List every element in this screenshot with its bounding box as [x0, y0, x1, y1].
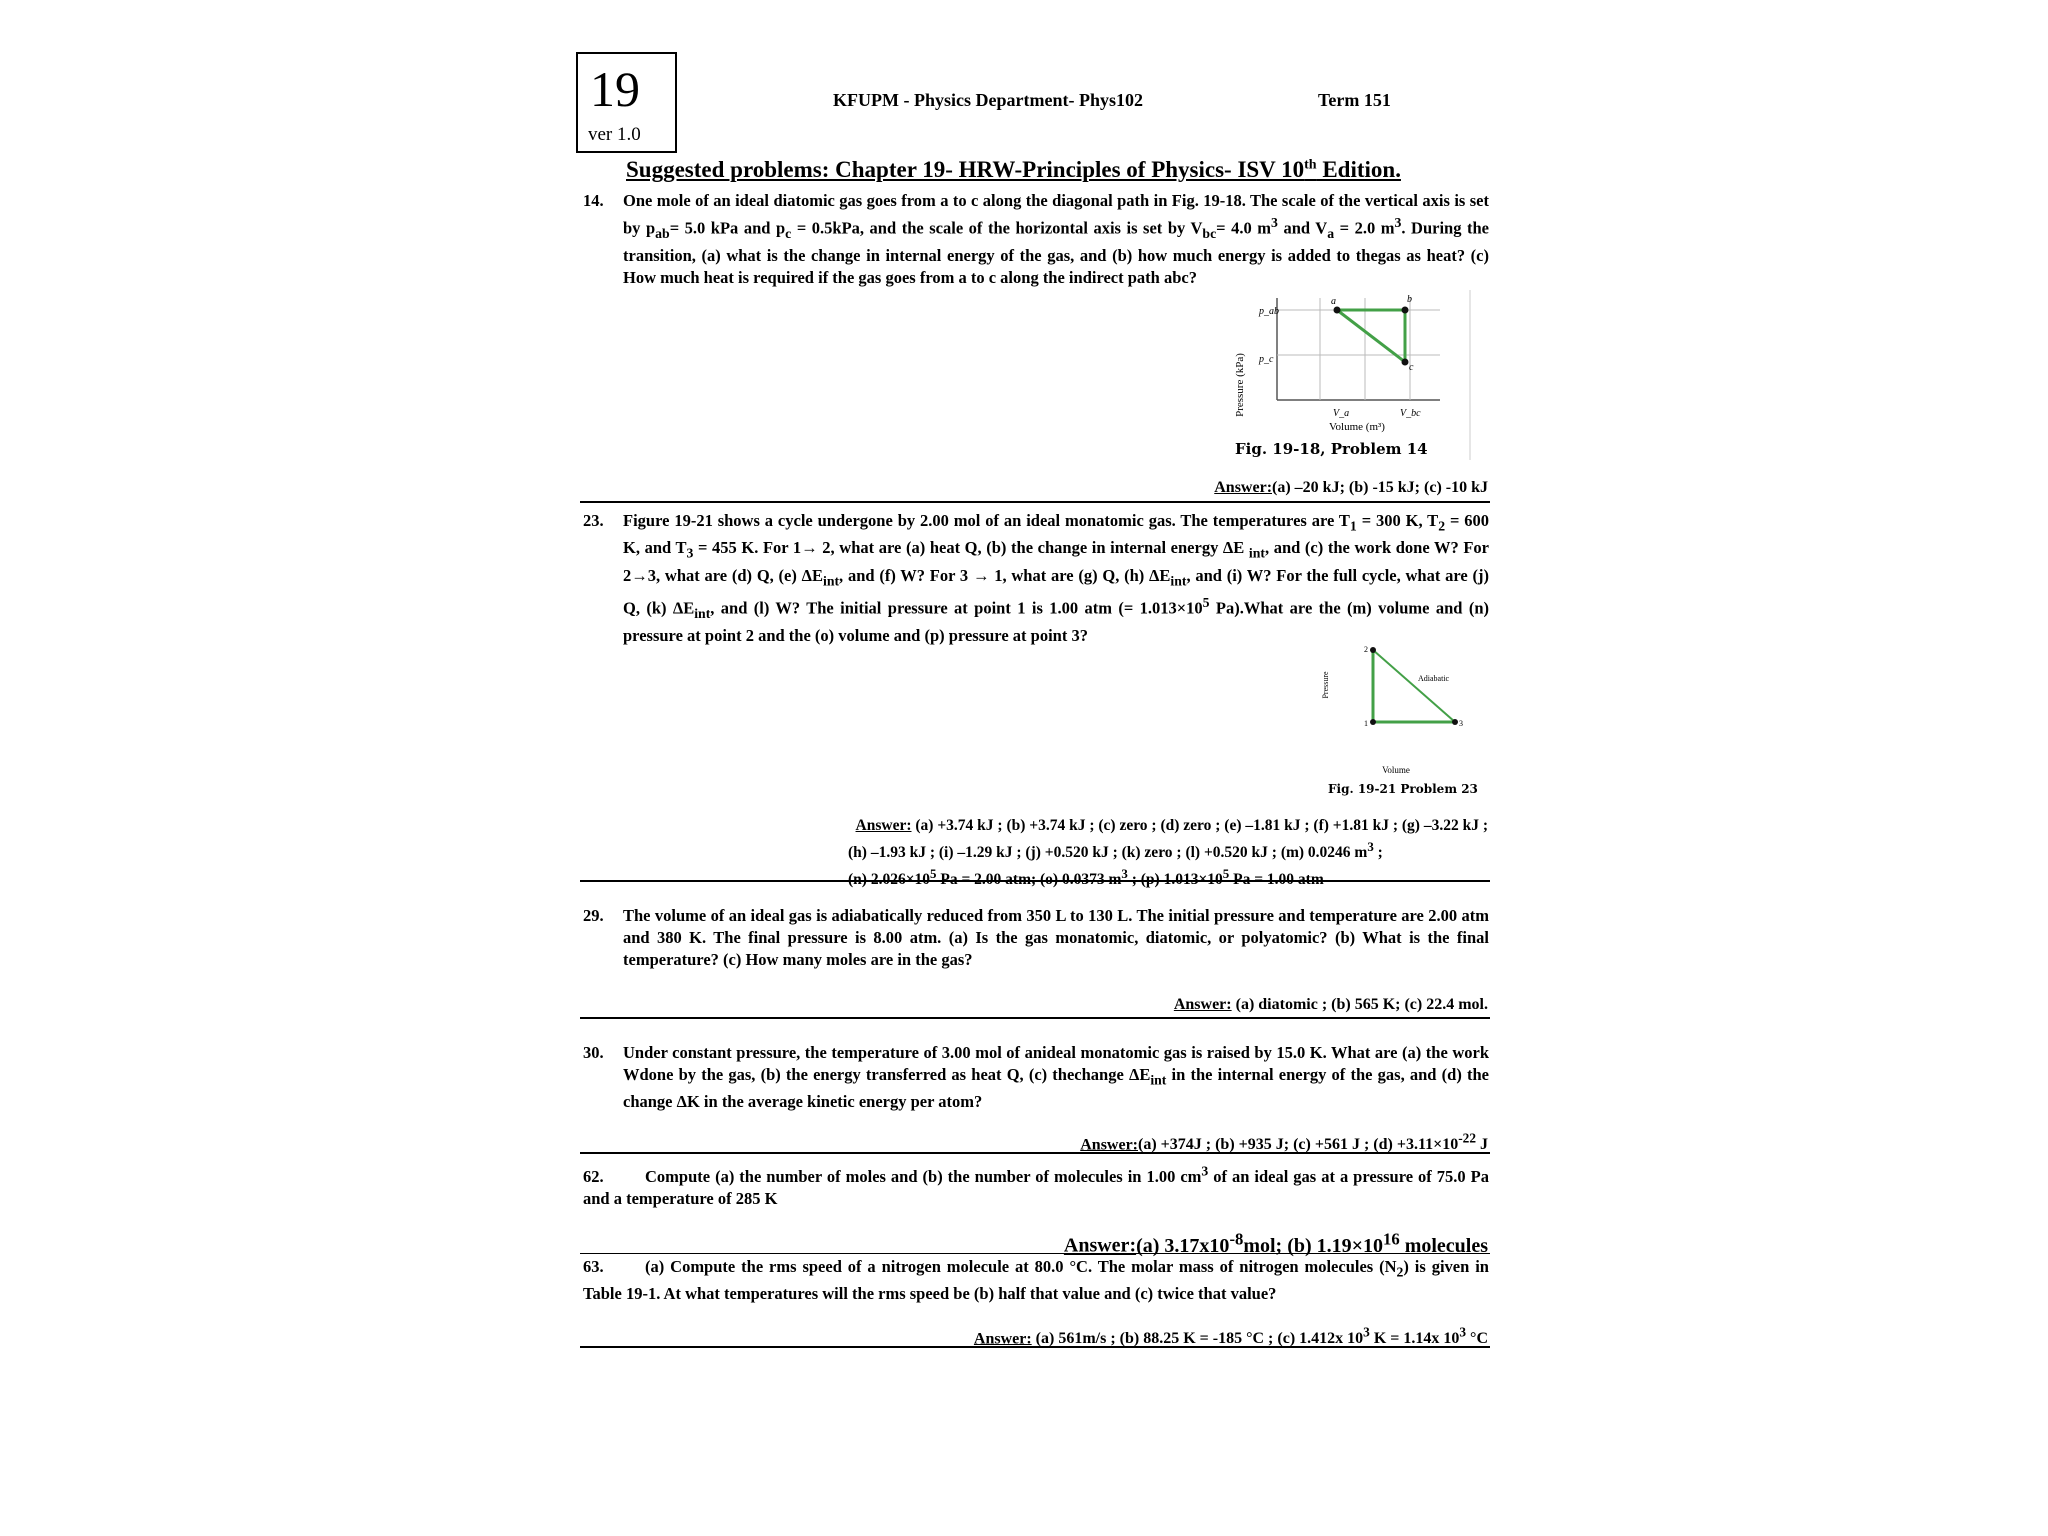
problem-text: The volume of an ideal gas is adiabatically reduced from 350 L to 130 L. The initial pressure and temperature are 2.00 atm and 380 K. The final pressure is 8.00 atm. (a) Is the gas monatomic, diatomic, or polyatomic? (b) What is the final temperature? (c) How many moles are in the gas?: [623, 906, 1489, 969]
separator-line: [580, 1152, 1490, 1154]
answer-line: [900, 994, 1488, 1015]
figure-caption: Fig. 19-21 Problem 23: [1328, 782, 1478, 796]
answer-label: Answer:: [973, 1330, 1032, 1348]
answer-label: Answer:: [1214, 479, 1273, 496]
problem-number: 30.: [583, 1043, 604, 1062]
problem-number: 23.: [583, 511, 604, 530]
problem-text: (a) Compute the rms speed of a nitrogen molecule at 80.0 °C. The molar mass of nitrogen molecules $(N_2)$ is given in Table 19-1. At what temperatures will the rms speed be (b) half that value and (c) twice that value?: [583, 1257, 1489, 1304]
chapter-number: 19: [590, 61, 640, 117]
title-tail: Edition.: [1316, 157, 1401, 182]
figure-xlabel: Volume (m³): [1329, 421, 1385, 433]
answer-line-1: [640, 815, 1488, 836]
answer-line-2: (h) –1.93 kJ ; (i) –1.29 kJ ; (j) +0.520 kJ ; (k) zero ; (l) +0.520 kJ ; (m) 0.0246 $m^3$ ;: [848, 839, 1383, 862]
point-2-label: 2: [1364, 645, 1368, 654]
answer-label: Answer:: [1173, 996, 1232, 1013]
problem-block: [583, 1160, 1489, 1210]
separator-line: [580, 501, 1490, 503]
answer-label: Answer:: [1080, 1136, 1138, 1154]
v-a-label: V_a: [1333, 408, 1350, 419]
problem-number: 14.: [583, 191, 604, 210]
page-title: [626, 157, 1401, 183]
answer-line: [900, 477, 1488, 498]
title-sup: th: [1304, 157, 1317, 173]
figure-xlabel: Volume: [1382, 765, 1410, 775]
problem-number: 29.: [583, 906, 604, 925]
department-header: KFUPM - Physics Department- Phys102: [833, 90, 1143, 110]
p-c-label: p_c: [1259, 354, 1274, 365]
answer-text: (a) 561m/s ; (b) 88.25 K = -185 °C ; (c) 1.412x $10^3$ K = 1.14x $10^3$ °C: [1031, 1325, 1488, 1348]
answer-text: (a) diatomic ; (b) 565 K; (c) 22.4 mol.: [1231, 996, 1488, 1013]
problem-number: 62.: [583, 1166, 604, 1186]
problem-text: Compute (a) the number of moles and (b) the number of molecules in 1.00 $cm^3$ of an ideal gas at a pressure of 75.0 Pa and a temperature of 285 K: [583, 1163, 1489, 1208]
point-1-label: 1: [1364, 719, 1368, 728]
p-ab-label: p_ab: [1259, 306, 1279, 317]
point-3: [1452, 719, 1458, 725]
answer-line-3: (n) $2.026\times 10^5$ Pa = 2.00 atm; (o) 0.0373 $m^3$ ; (p) $1.013\times 10^5$ Pa = 1.00 atm: [848, 866, 1324, 889]
path-2-3: [1373, 650, 1455, 722]
answer-text: (a) +374J ; (b) +935 J; (c) +561 J ; $(d) +3.11\times 10^{-22}$ J: [1138, 1131, 1488, 1154]
v-bc-label: V_bc: [1400, 408, 1421, 419]
problem-text: Figure 19-21 shows a cycle undergone by 2.00 mol of an ideal monatomic gas. The temperatures are $T_1 = 300$ K, $T_2 = 600$ K, and $T_3 = 455$ K. For 1→ 2, what are (a) heat Q, (b) the change in internal energy ΔE $_{int}$, and (c) the work done W? For 2→3, what are (d) Q, (e) $\Delta E_{int}$, and (f) W? For 3 → 1, what are (g) Q, (h) $\Delta E_{int}$, and (i) W? For the full cycle, what are (j) Q, (k) $\Delta E_{int}$, and (l) W? The initial pressure at point 1 is 1.00 atm (= $1.013\times 10^5$ Pa).What are the (m) volume and (n) pressure at point 2 and the (o) volume and (p) pressure at point 3?: [623, 511, 1489, 645]
figure-caption: Fig. 19-18, Problem 14: [1235, 440, 1428, 458]
point-2: [1370, 647, 1376, 653]
problem-text: Under constant pressure, the temperature of 3.00 mol of anideal monatomic gas is raised by 15.0 K. What are (a) the work Wdone by the gas, (b) the energy transferred as heat Q, (c) thechange $\Delta E_{int}$ in the internal energy of the gas, and (d) the change ΔK in the average kinetic energy per atom?: [623, 1043, 1489, 1112]
point-a-label: a: [1331, 296, 1336, 307]
answer-text: (a) $3.17x10^{-8}mol$; (b) $1.19\times 10^{16}$ molecules: [1136, 1229, 1488, 1257]
problem-text: One mole of an ideal diatomic gas goes from a to c along the diagonal path in Fig. 19-18. The scale of the vertical axis is set by $p_{ab}= 5.0$ kPa and $p_c = 0.5kPa$, and the scale of the horizontal axis is set by $V_{bc}= 4.0$ $m^3$ and $V_a = 2.0$ $m^3$. During the transition, (a) what is the change in internal energy of the gas, and (b) how much energy is added to thegas as heat? (c) How much heat is required if the gas goes from a to c along the indirect path abc?: [623, 191, 1490, 287]
title-text: Suggested problems: Chapter 19- HRW-Principles of Physics- ISV 10: [626, 157, 1305, 182]
point-b: [1402, 307, 1409, 314]
figure-ylabel: Pressure: [1321, 671, 1330, 699]
separator-line: [580, 1253, 1490, 1254]
point-c-label: c: [1409, 362, 1414, 373]
point-1: [1370, 719, 1376, 725]
answer-text: (a) –20 kJ; (b) -15 kJ; (c) -10 kJ: [1272, 479, 1488, 496]
version-label: ver 1.0: [588, 124, 641, 145]
adiabatic-label: Adiabatic: [1418, 674, 1450, 683]
grid: [1277, 298, 1440, 400]
term-label: Term 151: [1318, 90, 1391, 110]
answer-label: Answer:: [855, 817, 912, 834]
figure-19-21: [1318, 640, 1488, 800]
point-3-label: 3: [1459, 719, 1463, 728]
figure-ylabel: Pressure (kPa): [1234, 353, 1246, 417]
answer-label: Answer:: [1063, 1234, 1137, 1257]
separator-line: [580, 880, 1490, 882]
problem-number: 63.: [583, 1257, 604, 1276]
point-a: [1334, 307, 1341, 314]
separator-line: [580, 1017, 1490, 1019]
figure-19-18: [1225, 290, 1475, 460]
problem-block: [583, 1256, 1489, 1305]
point-b-label: b: [1407, 294, 1412, 305]
point-c: [1402, 359, 1409, 366]
separator-line: [580, 1346, 1490, 1348]
answer-text: (a) +3.74 kJ ; (b) +3.74 kJ ; (c) zero ; (d) zero ; (e) –1.81 kJ ; (f) +1.81 kJ ; (g) –3.22 kJ ;: [911, 817, 1488, 834]
path-lines: [1337, 310, 1405, 362]
